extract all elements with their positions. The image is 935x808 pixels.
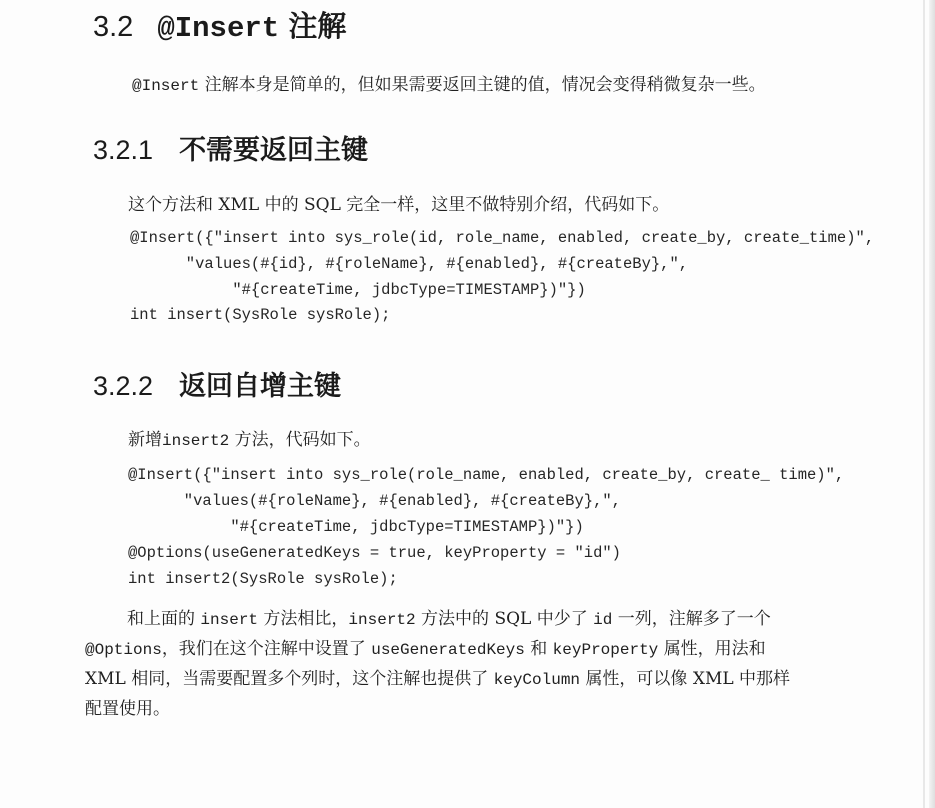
inline-code: id [593, 611, 613, 629]
text-run: ，我们在这个注解中设置了 [161, 639, 366, 659]
subsection-heading-2 [93, 364, 341, 403]
inline-code: insert2 [348, 611, 416, 629]
page-edge-line [923, 0, 925, 808]
inline-code: insert [200, 611, 259, 629]
inline-code: useGeneratedKeys [371, 641, 525, 659]
text-run: 方法中的 SQL 中少了 [421, 609, 588, 629]
code-line: @Options(useGeneratedKeys = true, keyProperty = "id") [128, 544, 621, 562]
text-run: 和上面的 [127, 609, 195, 629]
inline-code: keyProperty [552, 641, 659, 659]
section-title-code: @Insert [157, 12, 280, 45]
code-line: "#{createTime, jdbcType=TIMESTAMP})"}) [130, 281, 586, 299]
intro-text: 注解本身是简单的，但如果需要返回主键的值，情况会变得稍微复杂一些。 [204, 75, 766, 95]
text-run: 一列，注解多了一个 [617, 609, 771, 629]
sub2-paragraph [128, 425, 371, 450]
intro-code: @Insert [132, 77, 200, 95]
text-run: XML 相同，当需要配置多个列时，这个注解也提供了 [85, 669, 489, 689]
code-line: "#{createTime, jdbcType=TIMESTAMP})"}) [128, 518, 584, 536]
paragraph-line [85, 665, 885, 695]
code-line: "values(#{id}, #{roleName}, #{enabled}, #{createBy},", [130, 255, 689, 273]
paragraph-line: 配置使用。 [85, 699, 170, 719]
subsection-number-2: 3.2.2 [93, 371, 154, 401]
subsection-title-1: 不需要返回主键 [179, 135, 369, 166]
inline-code: @Options [85, 641, 162, 659]
code-line: @Insert({"insert into sys_role(role_name, enabled, create_by, create_ time)", [128, 466, 845, 484]
text-run: 方法相比， [263, 609, 349, 629]
paragraph-line [85, 635, 885, 665]
subsection-heading-1 [93, 128, 368, 167]
section-number: 3.2 [93, 11, 134, 43]
code-line: "values(#{roleName}, #{enabled}, #{createBy},", [128, 492, 621, 510]
closing-paragraph [85, 605, 885, 724]
text-run: 属性，可以像 XML 中那样 [585, 669, 791, 689]
sub2-text-suffix: 方法，代码如下。 [234, 430, 371, 450]
subsection-number-1: 3.2.1 [93, 135, 154, 165]
section-heading [93, 4, 346, 45]
inline-code: keyColumn [493, 671, 581, 689]
code-line: int insert(SysRole sysRole); [130, 306, 391, 324]
text-run: 和 [530, 639, 548, 659]
sub1-paragraph: 这个方法和 XML 中的 SQL 完全一样，这里不做特别介绍，代码如下。 [128, 195, 670, 215]
sub2-text-prefix: 新增 [128, 430, 162, 450]
code-line: int insert2(SysRole sysRole); [128, 570, 398, 588]
intro-paragraph [132, 70, 766, 95]
paragraph-line [85, 605, 885, 635]
text-run: 属性，用法和 [663, 639, 766, 659]
page-edge-shadow [929, 0, 935, 808]
sub2-text-code: insert2 [162, 432, 230, 450]
section-title-text: 注解 [288, 9, 347, 43]
subsection-title-2: 返回自增主键 [179, 371, 342, 402]
code-line: @Insert({"insert into sys_role(id, role_name, enabled, create_by, create_time)", [130, 229, 875, 247]
